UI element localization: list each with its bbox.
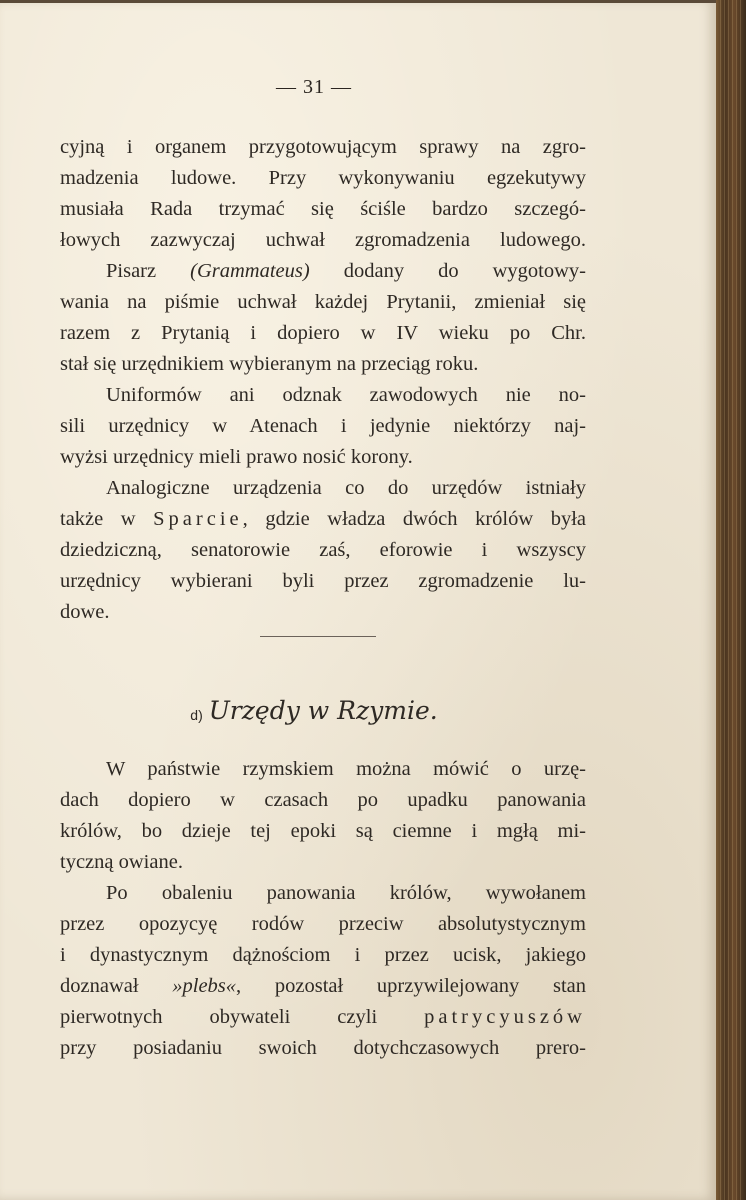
text-segment: także w	[60, 508, 154, 530]
text-line: tyczną owiane.	[60, 851, 183, 873]
text-line: wyżsi urzędnicy mieli prawo nosić korony.	[60, 446, 413, 468]
text-line	[60, 256, 586, 287]
text-line: królów, bo dzieje tej epoki są ciemne i mgłą mi-	[60, 820, 586, 842]
spaced-term-sparta: Sparcie	[153, 508, 243, 530]
text-segment: , gdzie władza dwóch królów była	[242, 508, 586, 530]
italic-term-plebs: »plebs«	[172, 975, 237, 997]
text-segment: , pozostał uprzywilejowany stan	[236, 975, 586, 997]
page-stack-edge	[720, 0, 742, 1200]
section-heading	[0, 696, 628, 725]
paragraph-block-rome	[60, 754, 586, 1064]
text-line: i dynastycznym dążnościom i przez ucisk, jakiego	[60, 944, 586, 966]
text-line: łowych zazwyczaj uchwał zgromadzenia ludowego.	[60, 229, 586, 251]
text-line: wania na piśmie uchwał każdej Prytanii, zmieniał się	[60, 291, 586, 313]
text-line: dziedziczną, senatorowie zaś, eforowie i wszyscy	[60, 539, 586, 561]
text-line: musiała Rada trzymać się ściśle bardzo szczegó-	[60, 198, 586, 220]
text-line	[60, 971, 586, 1002]
paragraph-block-athens	[60, 132, 586, 628]
section-title: Urzędy w Rzymie.	[208, 696, 438, 725]
top-border	[0, 0, 716, 3]
text-line	[60, 1002, 586, 1033]
text-line: Po obaleniu panowania królów, wywołanem	[106, 882, 586, 904]
text-segment: doznawał	[60, 975, 173, 997]
text-segment: pierwotnych obywateli czyli	[60, 1006, 425, 1028]
text-line: madzenia ludowe. Przy wykonywaniu egzekutywy	[60, 167, 586, 189]
text-segment: dodany do wygotowy-	[309, 260, 586, 282]
text-line: sili urzędnicy w Atenach i jedynie niektórzy naj-	[60, 415, 586, 437]
text-line: przez opozycyę rodów przeciw absolutystycznym	[60, 913, 586, 935]
text-line: stał się urzędnikiem wybieranym na przeciąg roku.	[60, 353, 479, 375]
text-line: razem z Prytanią i dopiero w IV wieku po Chr.	[60, 322, 586, 344]
text-segment: Pisarz	[106, 260, 191, 282]
section-letter: d)	[190, 707, 203, 724]
text-line: W państwie rzymskiem można mówić o urzę-	[106, 758, 586, 780]
page-number: — 31 —	[276, 76, 352, 98]
text-line: dach dopiero w czasach po upadku panowania	[60, 789, 586, 811]
text-line: urzędnicy wybierani byli przez zgromadzenie lu-	[60, 570, 586, 592]
text-line: dowe.	[60, 601, 110, 623]
italic-term-grammateus: (Grammateus)	[190, 260, 310, 282]
text-line	[60, 504, 586, 535]
section-divider	[260, 636, 376, 637]
spaced-term-patrycyuszow: patrycyuszów	[424, 1006, 586, 1028]
text-line: przy posiadaniu swoich dotychczasowych prero-	[60, 1037, 586, 1059]
text-line: cyjną i organem przygotowującym sprawy na zgro-	[60, 136, 586, 158]
text-line: Analogiczne urządzenia co do urzędów istniały	[106, 477, 586, 499]
text-line: Uniformów ani odznak zawodowych nie no-	[106, 384, 586, 406]
